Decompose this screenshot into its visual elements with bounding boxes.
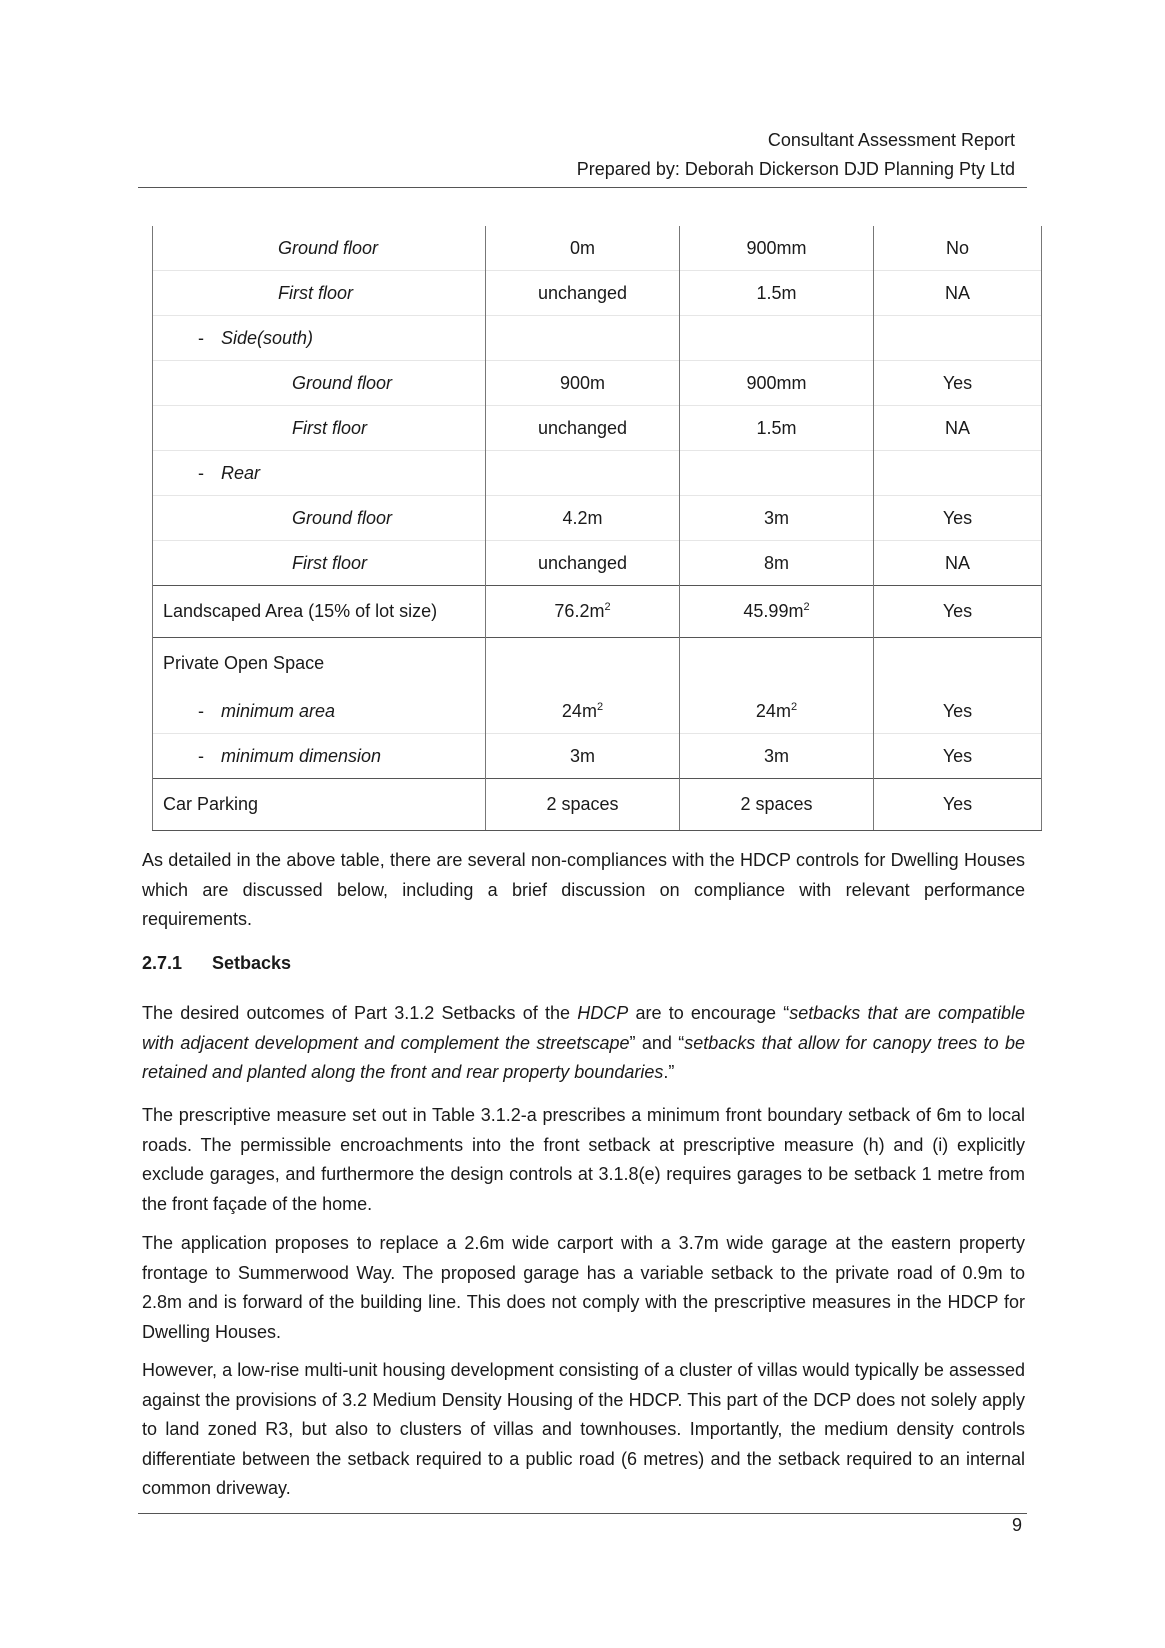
paragraph-prescriptive-measure: The prescriptive measure set out in Table 3.1.2-a prescribes a minimum front boundary setback of 6m to local roads. The permissible encroachments into the front setback at prescriptive measure (h) and (i) explicitly exclude garages, and furthermore the design controls at 3.1.8(e) requires garages to be setback 1 metre from the front façade of the home. (142, 1105, 1025, 1214)
row-label: minimum dimension (221, 745, 382, 766)
required-cell: 900mm (680, 361, 874, 406)
header-report-title: Consultant Assessment Report (767, 130, 1015, 150)
proposed-cell: 4.2m (486, 496, 680, 541)
required-cell: $24m^2$ (680, 689, 874, 734)
table-row (153, 541, 1042, 586)
proposed-cell: 900m (486, 361, 680, 406)
header-prepared-by: Prepared by: Deborah Dickerson DJD Planning Pty Ltd (576, 159, 1015, 179)
complies-cell: No (874, 226, 1042, 271)
list-dash: - (198, 327, 204, 348)
row-label: First floor (292, 417, 368, 438)
complies-cell: NA (874, 541, 1042, 586)
row-label: Ground floor (292, 507, 393, 528)
proposed-cell: unchanged (486, 541, 680, 586)
table-row (153, 496, 1042, 541)
proposed-cell: 2 spaces (486, 779, 680, 831)
row-label: Ground floor (278, 237, 379, 258)
row-label: Landscaped Area (15% of lot size) (163, 601, 438, 621)
section-heading (142, 953, 291, 974)
row-label: Side(south) (221, 327, 314, 348)
assessment-table (152, 226, 1042, 831)
table-row (153, 689, 1042, 734)
table-row (153, 451, 1042, 496)
header-rule (138, 187, 1027, 188)
table-row (153, 779, 1042, 831)
paragraph-intro: As detailed in the above table, there are several non-compliances with the HDCP controls for Dwelling Houses which are discussed below, including a brief discussion on compliance with relevant performance requirements. (142, 850, 1025, 929)
paragraph-application: The application proposes to replace a 2.6m wide carport with a 3.7m wide garage at the eastern property frontage to Summerwood Way. The proposed garage has a variable setback to the private road of 0.9m to 2.8m and is forward of the building line. This does not comply with the prescriptive measures in the HDCP for Dwelling Houses. (142, 1233, 1025, 1342)
section-number: 2.7.1 (142, 953, 183, 973)
complies-cell: NA (874, 271, 1042, 316)
row-label: Car Parking (163, 794, 259, 814)
row-label: Ground floor (292, 372, 393, 393)
required-cell: 2 spaces (680, 779, 874, 831)
proposed-cell: 3m (486, 734, 680, 779)
row-label: Private Open Space (163, 653, 325, 673)
table-row (153, 406, 1042, 451)
required-cell: $45.99m^2$ (680, 586, 874, 638)
table-row (153, 638, 1042, 690)
required-cell: 1.5m (680, 406, 874, 451)
proposed-cell: $76.2m^2$ (486, 586, 680, 638)
page-number: 9 (1011, 1515, 1022, 1535)
list-dash: - (198, 700, 204, 721)
required-cell: 8m (680, 541, 874, 586)
proposed-cell: $24m^2$ (486, 689, 680, 734)
complies-cell: Yes (874, 496, 1042, 541)
list-dash: - (198, 745, 204, 766)
complies-cell: Yes (874, 734, 1042, 779)
table-row (153, 316, 1042, 361)
complies-cell: Yes (874, 779, 1042, 831)
section-title: Setbacks (212, 953, 292, 973)
table-row (153, 586, 1042, 638)
row-label: First floor (278, 282, 354, 303)
row-label: First floor (292, 552, 368, 573)
proposed-cell: unchanged (486, 406, 680, 451)
complies-cell: Yes (874, 361, 1042, 406)
complies-cell: Yes (874, 689, 1042, 734)
table-row (153, 271, 1042, 316)
required-cell: 1.5m (680, 271, 874, 316)
row-label: Rear (221, 462, 261, 483)
complies-cell: Yes (874, 586, 1042, 638)
required-cell: 900mm (680, 226, 874, 271)
complies-cell: NA (874, 406, 1042, 451)
proposed-cell: unchanged (486, 271, 680, 316)
footer-rule (138, 1513, 1027, 1514)
table-row (153, 734, 1042, 779)
row-label: minimum area (221, 700, 336, 721)
table-row (153, 226, 1042, 271)
proposed-cell: 0m (486, 226, 680, 271)
required-cell: 3m (680, 496, 874, 541)
required-cell: 3m (680, 734, 874, 779)
paragraph-medium-density: However, a low-rise multi-unit housing development consisting of a cluster of villas would typically be assessed against the provisions of 3.2 Medium Density Housing of the HDCP. This part of the DCP does not solely apply to land zoned R3, but also to clusters of villas and townhouses. Importantly, the medium density controls differentiate between the setback required to a public road (6 metres) and the setback required to an internal common driveway. (142, 1360, 1025, 1498)
table-row (153, 361, 1042, 406)
paragraph-desired-outcomes: The desired outcomes of Part 3.1.2 Setbacks of the HDCP are to encourage “setbacks that are compatible with adjacent development and complement the streetscape” and “setbacks that allow for canopy trees to be retained and planted along the front and rear property boundaries.” (142, 1003, 1025, 1082)
page-header (577, 126, 1015, 184)
list-dash: - (198, 462, 204, 483)
